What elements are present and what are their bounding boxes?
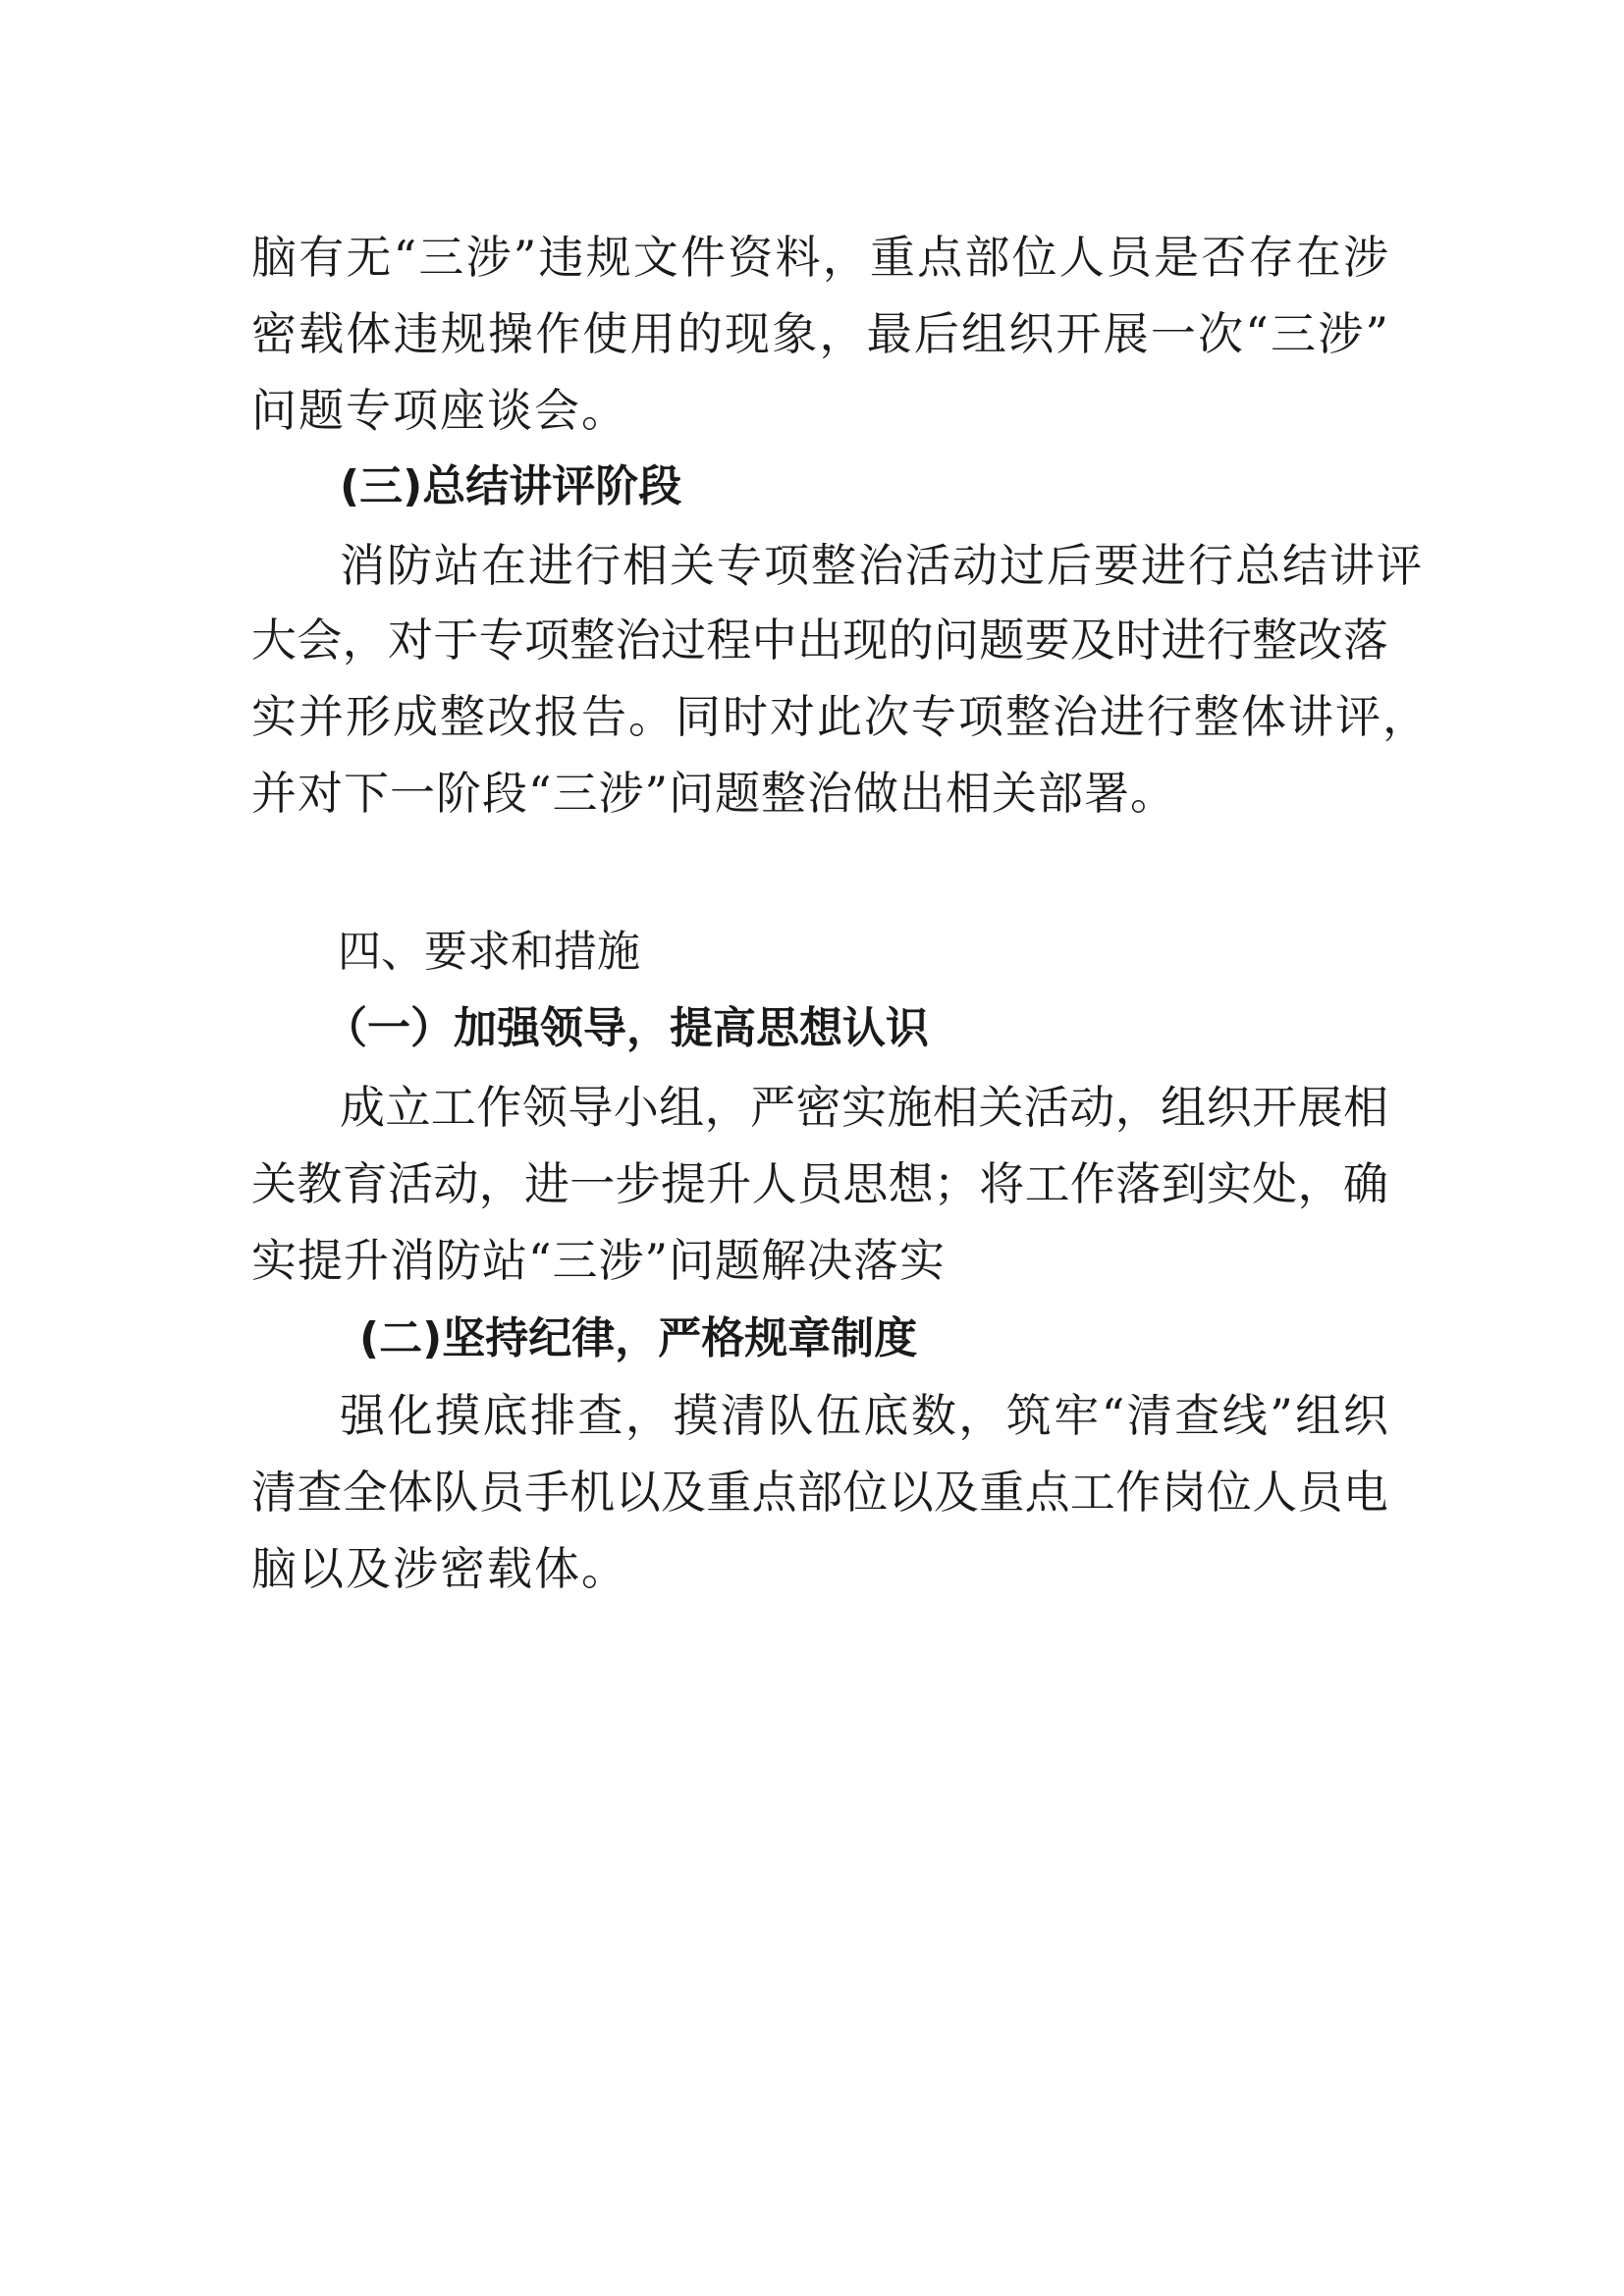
glyph: 作 <box>476 1081 522 1134</box>
glyph: 升 <box>706 1157 752 1210</box>
glyph: 人 <box>1252 1466 1298 1519</box>
glyph: 工 <box>1024 1157 1070 1210</box>
glyph: 位 <box>1011 231 1057 284</box>
glyph: 步 <box>615 1157 661 1210</box>
glyph: 成 <box>340 1081 385 1134</box>
glyph: 查 <box>297 1466 343 1519</box>
glyph: 手 <box>523 1466 569 1519</box>
glyph: 点 <box>751 1466 797 1519</box>
glyph: 岗 <box>1161 1466 1207 1519</box>
glyph: ； <box>933 1157 979 1210</box>
glyph: 活 <box>1023 1081 1069 1134</box>
glyph: 组 <box>659 1081 705 1134</box>
glyph: 重 <box>979 1466 1025 1519</box>
glyph: 员 <box>796 1157 842 1210</box>
glyph: 部 <box>964 231 1010 284</box>
glyph: 现 <box>842 614 889 667</box>
glyph: 涉 <box>1342 231 1388 284</box>
glyph: ， <box>342 614 388 667</box>
glyph: 的 <box>888 614 934 667</box>
glyph: 严 <box>750 1081 796 1134</box>
glyph: 清 <box>251 1466 297 1519</box>
glyph: “ <box>393 231 417 284</box>
glyph: 专 <box>478 614 524 667</box>
glyph: 展 <box>1103 307 1149 360</box>
glyph: 规 <box>585 231 631 284</box>
glyph: 三 <box>418 231 464 284</box>
glyph: 摸 <box>673 1389 719 1442</box>
glyph: ” <box>1365 307 1388 360</box>
glyph: 员 <box>1106 231 1152 284</box>
glyph: ” <box>513 231 537 284</box>
glyph: 全 <box>342 1466 388 1519</box>
paragraph-line: 实并形成整改报告。同时对此次专项整治进行整体讲评， <box>251 690 1430 743</box>
glyph: 相 <box>1342 1081 1388 1134</box>
glyph: 象 <box>772 307 818 360</box>
glyph: 确 <box>1342 1157 1388 1210</box>
glyph: 及 <box>1069 614 1115 667</box>
glyph: 教 <box>297 1157 343 1210</box>
glyph: 否 <box>1201 231 1247 284</box>
glyph: 密 <box>251 307 297 360</box>
glyph: 底 <box>482 1389 528 1442</box>
glyph: 机 <box>569 1466 616 1519</box>
glyph: 位 <box>842 1466 889 1519</box>
glyph: 整 <box>1252 614 1298 667</box>
glyph: 料 <box>775 231 821 284</box>
glyph: ， <box>624 1389 671 1442</box>
paragraph-line <box>251 611 1388 669</box>
glyph: 立 <box>385 1081 431 1134</box>
glyph: “ <box>1101 1389 1125 1442</box>
glyph: 出 <box>796 614 842 667</box>
glyph: 清 <box>720 1389 766 1442</box>
glyph: 体 <box>346 307 392 360</box>
glyph: 动 <box>433 1157 479 1210</box>
glyph: 及 <box>933 1466 979 1519</box>
paragraph-line: 实提升消防站“三涉”问题解决落实 <box>251 1234 947 1287</box>
glyph: 实 <box>1206 1157 1252 1210</box>
glyph: 存 <box>1248 231 1294 284</box>
glyph: 脑 <box>251 231 297 284</box>
glyph: 大 <box>251 614 297 667</box>
glyph: 时 <box>1115 614 1162 667</box>
glyph: ， <box>819 307 865 360</box>
glyph: 伍 <box>815 1389 861 1442</box>
glyph: 作 <box>1069 1157 1115 1210</box>
glyph: 对 <box>387 614 433 667</box>
glyph: 活 <box>387 1157 433 1210</box>
glyph: 涉 <box>465 231 512 284</box>
glyph: 员 <box>478 1466 524 1519</box>
glyph: 规 <box>440 307 486 360</box>
glyph: 过 <box>660 614 706 667</box>
glyph: 队 <box>433 1466 479 1519</box>
glyph: 违 <box>393 307 439 360</box>
glyph: 到 <box>1161 1157 1207 1210</box>
glyph: 以 <box>615 1466 661 1519</box>
subsection-heading-one: （一）加强领导，提高思想认识 <box>324 1003 929 1053</box>
glyph: 领 <box>521 1081 568 1134</box>
paragraph-line <box>251 228 1388 287</box>
glyph: 组 <box>961 307 1007 360</box>
glyph: 题 <box>979 614 1025 667</box>
glyph: 展 <box>1297 1081 1343 1134</box>
glyph: 重 <box>869 231 915 284</box>
glyph: 位 <box>1206 1466 1252 1519</box>
glyph: 查 <box>1174 1389 1220 1442</box>
glyph: 育 <box>342 1157 388 1210</box>
glyph: 件 <box>680 231 727 284</box>
paragraph-line: 脑以及涉密载体。 <box>251 1542 628 1595</box>
glyph: 清 <box>1126 1389 1172 1442</box>
glyph: 开 <box>1252 1081 1298 1134</box>
glyph: 违 <box>538 231 584 284</box>
glyph: 文 <box>632 231 678 284</box>
glyph: 想 <box>888 1157 934 1210</box>
glyph: ， <box>478 1157 524 1210</box>
glyph: 牢 <box>1054 1389 1100 1442</box>
glyph: 队 <box>768 1389 814 1442</box>
glyph: “ <box>1245 307 1269 360</box>
glyph: 组 <box>1295 1389 1341 1442</box>
glyph: 载 <box>298 307 345 360</box>
glyph: 筑 <box>1005 1389 1052 1442</box>
glyph: 无 <box>346 231 392 284</box>
glyph: 用 <box>629 307 676 360</box>
glyph: 施 <box>887 1081 933 1134</box>
glyph: 底 <box>863 1389 909 1442</box>
glyph: 电 <box>1342 1466 1388 1519</box>
glyph: 关 <box>251 1157 297 1210</box>
glyph: 关 <box>978 1081 1024 1134</box>
glyph: 一 <box>569 1157 616 1210</box>
glyph: ， <box>704 1081 750 1134</box>
glyph: 工 <box>1069 1466 1115 1519</box>
glyph: 的 <box>677 307 723 360</box>
paragraph-line <box>340 1386 1388 1445</box>
paragraph-line <box>340 1078 1388 1137</box>
glyph: 摸 <box>434 1389 480 1442</box>
paragraph-line <box>251 304 1388 363</box>
glyph: 于 <box>433 614 479 667</box>
glyph: 排 <box>529 1389 575 1442</box>
glyph: 会 <box>297 614 343 667</box>
glyph: 组 <box>1161 1081 1207 1134</box>
glyph: 要 <box>1024 614 1070 667</box>
glyph: 及 <box>660 1466 706 1519</box>
glyph: 最 <box>866 307 912 360</box>
glyph: 强 <box>340 1389 385 1442</box>
glyph: 小 <box>613 1081 659 1134</box>
glyph: 中 <box>751 614 797 667</box>
section-heading-four: 四、要求和措施 <box>338 927 640 977</box>
glyph: 部 <box>796 1466 842 1519</box>
glyph: 开 <box>1056 307 1102 360</box>
glyph: 员 <box>1297 1466 1343 1519</box>
glyph: 程 <box>706 614 752 667</box>
glyph: 在 <box>1295 231 1341 284</box>
glyph: 项 <box>523 614 569 667</box>
glyph: 动 <box>1069 1081 1115 1134</box>
glyph: 密 <box>795 1081 841 1134</box>
glyph: ， <box>958 1389 1004 1442</box>
glyph: 使 <box>582 307 628 360</box>
glyph: 次 <box>1198 307 1244 360</box>
glyph: 织 <box>1206 1081 1252 1134</box>
subsection-heading-two: (二)坚持纪律，严格规章制度 <box>359 1313 918 1363</box>
glyph: 整 <box>569 614 616 667</box>
glyph: 线 <box>1221 1389 1268 1442</box>
glyph: 三 <box>1271 307 1316 360</box>
glyph: 作 <box>1115 1466 1162 1519</box>
glyph: 体 <box>387 1466 433 1519</box>
glyph: 作 <box>535 307 581 360</box>
glyph: 将 <box>979 1157 1025 1210</box>
glyph: 导 <box>568 1081 614 1134</box>
glyph: 有 <box>298 231 345 284</box>
glyph: 是 <box>1154 231 1200 284</box>
glyph: 查 <box>577 1389 623 1442</box>
glyph: ” <box>1270 1389 1293 1442</box>
glyph: 思 <box>842 1157 889 1210</box>
glyph: 操 <box>488 307 534 360</box>
glyph: 相 <box>932 1081 978 1134</box>
glyph: 数 <box>910 1389 956 1442</box>
glyph: 进 <box>523 1157 569 1210</box>
glyph: 处 <box>1252 1157 1298 1210</box>
glyph: 资 <box>728 231 774 284</box>
glyph: 一 <box>1150 307 1196 360</box>
glyph: 涉 <box>1318 307 1364 360</box>
glyph: 重 <box>706 1466 752 1519</box>
glyph: 实 <box>840 1081 887 1134</box>
glyph: 织 <box>1342 1389 1388 1442</box>
glyph: 问 <box>933 614 979 667</box>
glyph: 化 <box>387 1389 433 1442</box>
glyph: 人 <box>751 1157 797 1210</box>
subsection-heading-stage-three: (三)总结讲评阶段 <box>340 461 682 511</box>
glyph: 落 <box>1342 614 1388 667</box>
glyph: 治 <box>615 614 661 667</box>
glyph: 行 <box>1206 614 1252 667</box>
glyph: 以 <box>888 1466 934 1519</box>
glyph: 提 <box>660 1157 706 1210</box>
glyph: 点 <box>917 231 963 284</box>
glyph: 点 <box>1024 1466 1070 1519</box>
glyph: 现 <box>725 307 771 360</box>
glyph: 工 <box>430 1081 476 1134</box>
paragraph-line: 并对下一阶段“三涉”问题整治做出相关部署。 <box>251 767 1177 820</box>
glyph: 改 <box>1297 614 1343 667</box>
paragraph-line <box>251 1154 1388 1213</box>
paragraph-line: 问题专项座谈会。 <box>251 384 628 437</box>
glyph: 后 <box>913 307 959 360</box>
glyph: ， <box>1114 1081 1161 1134</box>
glyph: 落 <box>1115 1157 1162 1210</box>
glyph: 进 <box>1161 614 1207 667</box>
glyph: ， <box>1297 1157 1343 1210</box>
glyph: ， <box>822 231 868 284</box>
glyph: 织 <box>1008 307 1055 360</box>
paragraph-line: 消防站在进行相关专项整治活动过后要进行总结讲评 <box>340 539 1424 592</box>
glyph: 人 <box>1058 231 1105 284</box>
paragraph-line <box>251 1463 1388 1522</box>
